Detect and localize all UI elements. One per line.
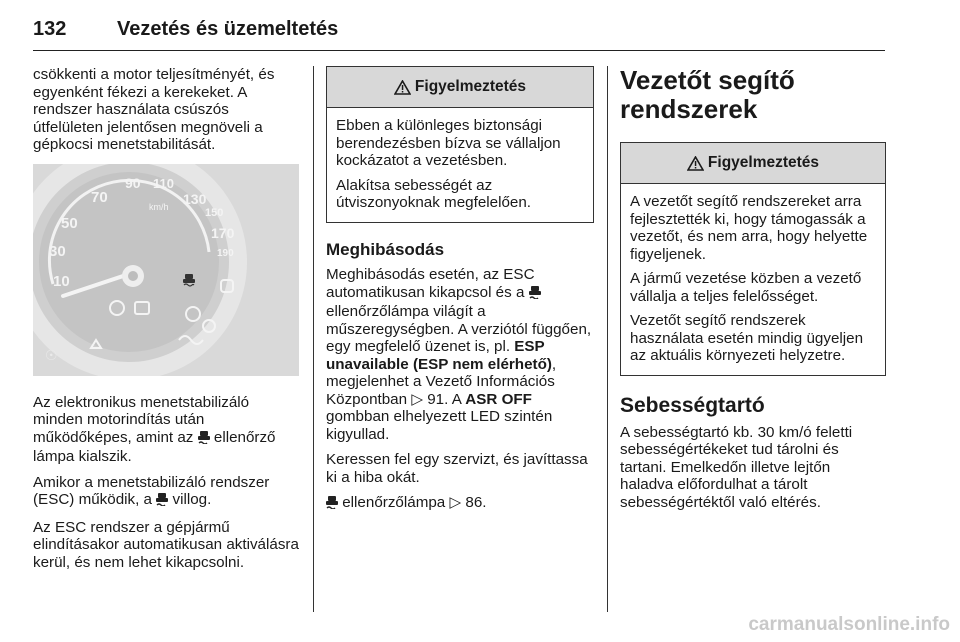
paragraph-esc-start: Az elektronikus menetstabilizáló minden motorindítás után működőképes, amint az ellenőrző lámpa kialszik. <box>33 393 276 465</box>
button-label-asr-off: ASR OFF <box>465 390 532 408</box>
paragraph-esc-active: Amikor a menetstabilizáló rendszer (ESC) működik, a villog. <box>33 474 301 511</box>
section-heading-cruise-control: Sebességtartó <box>620 393 765 417</box>
gauge-number-50: 50 <box>61 214 78 232</box>
section-heading-driver-assistance: Vezetőt segítő rendszerek <box>620 65 795 124</box>
gauge-number-90: 90 <box>125 174 141 191</box>
svg-text:☉: ☉ <box>45 346 58 363</box>
gauge-number-190: 190 <box>217 247 234 259</box>
gauge-number-150: 150 <box>205 206 224 219</box>
paragraph-cruise-control: A sebességtartó kb. 30 km/ó feletti sebességértékeket tud tárolni és tartani. Emelkedőn illetve lejtőn haladva előfordulhat a tárolt sebességértéktől való eltérés. <box>620 423 853 511</box>
instrument-cluster-figure <box>33 164 299 376</box>
gauge-number-10: 10 <box>53 272 70 290</box>
page-reference-86[interactable]: 86 <box>465 494 483 511</box>
warning-box <box>326 66 594 223</box>
warning-header <box>327 67 593 108</box>
page-number: 132 <box>33 18 67 40</box>
esc-warning-lamp-icon <box>326 495 338 514</box>
page-reference-arrow-icon[interactable]: ▷ <box>449 494 462 511</box>
gauge-number-130: 130 <box>183 190 207 207</box>
paragraph-fault: Meghibásodás esetén, az ESC automatikusan kikapcsol és a ellenőrzőlámpa világít a műszeregységben. A verziótól függően, egy megfelelő üzenet is, pl. ESP unavailable (ESP nem elérhető), megjelenhet a Vezető Információs Központban ▷ 91. A ASR OFF gombban elhelyezett LED szintén kigyullad. <box>326 266 592 443</box>
warning-box <box>620 142 886 376</box>
column-2 <box>326 66 594 522</box>
paragraph-intro: csökkenti a motor teljesítményét, és egyenként fékezi a kerekeket. A rendszer használata csúszós útfelületen jelentősen megnöveli a gépkocsi menetstabilitását. <box>33 66 275 153</box>
gauge-number-110: 110 <box>153 175 174 191</box>
esc-warning-lamp-icon <box>198 430 210 449</box>
page-header <box>33 14 885 51</box>
warning-header <box>621 143 885 184</box>
paragraph-esc-auto: Az ESC rendszer a gépjármű elindításakor automatikusan aktiválásra kerül, és nem lehet kikapcsolni. <box>33 518 299 571</box>
watermark: carmanualsonline.info <box>748 614 950 635</box>
warning-text: Ebben a különleges biztonsági berendezésben bízva se vállaljon kockázatot a vezetésben. <box>336 117 561 169</box>
esc-warning-lamp-icon <box>156 492 168 511</box>
column-3 <box>620 66 886 519</box>
warning-text: Alakítsa sebességét az útviszonyoknak megfelelően. <box>336 176 532 211</box>
gauge-unit-label: km/h <box>149 201 169 212</box>
warning-title: Figyelmeztetés <box>414 78 527 96</box>
column-divider-left <box>313 66 314 612</box>
page-reference-arrow-icon[interactable]: ▷ <box>411 390 423 408</box>
column-divider-right <box>607 66 608 612</box>
column-1 <box>33 66 301 579</box>
paragraph-service: Keressen fel egy szervizt, és javíttassa ki a hiba okát. <box>326 451 588 486</box>
paragraph-lamp-reference: ellenőrzőlámpa ▷ 86. <box>326 494 594 514</box>
page-reference-91[interactable]: 91 <box>427 390 445 408</box>
warning-title: Figyelmeztetés <box>707 154 820 172</box>
warning-text: A vezetőt segítő rendszereket arra fejlesztették ki, hogy támogassák a vezetőt, és nem arra, hogy helyette figyeljenek. <box>630 193 868 263</box>
esc-warning-lamp-icon <box>529 285 541 304</box>
warning-triangle-icon <box>394 80 411 95</box>
message-esp-unavailable: ESP unavailable (ESP nem elérhető) <box>326 338 552 373</box>
warning-text: A jármű vezetése közben a vezető vállalja a teljes felelősséget. <box>630 270 862 305</box>
gauge-number-170: 170 <box>211 224 235 241</box>
gauge-number-30: 30 <box>49 242 66 260</box>
warning-text: Vezetőt segítő rendszerek használata esetén mindig ügyeljen az aktuális környezeti helyzetre. <box>630 312 864 364</box>
gauge-number-70: 70 <box>91 188 108 206</box>
warning-triangle-icon <box>687 156 704 171</box>
section-heading-fault: Meghibásodás <box>326 239 445 259</box>
chapter-title: Vezetés és üzemeltetés <box>117 18 339 40</box>
